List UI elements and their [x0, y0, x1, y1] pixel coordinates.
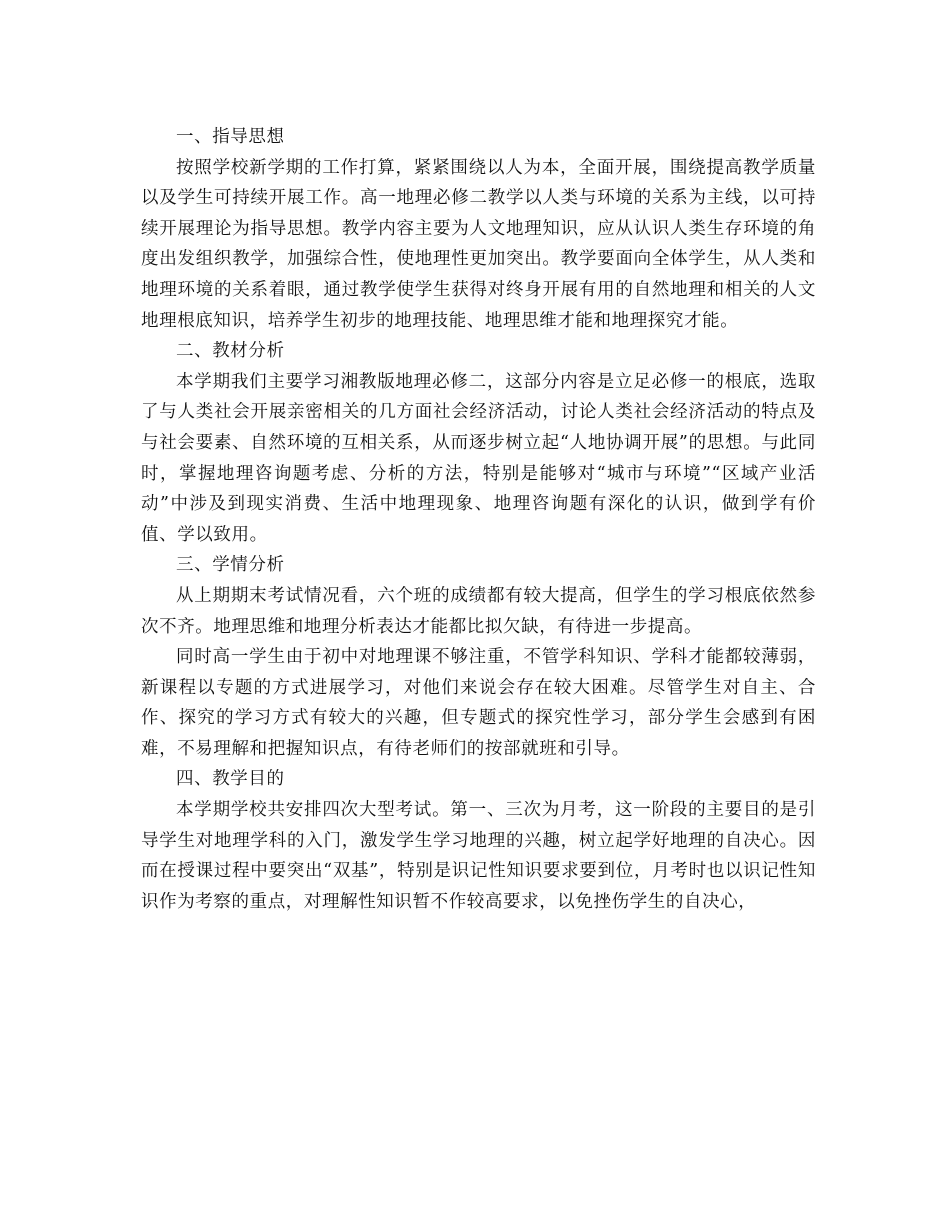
paragraph-teaching-goals: 本学期学校共安排四次大型考试。第一、三次为月考，这一阶段的主要目的是引导学生对地理学科的入门，激发学生学习地理的兴趣，树立起学好地理的自决心。因而在授课过程中要突出“双基”，特别是识记性知识要求要到位，月考时也以识记性知识作为考察的重点，对理解性知识暂不作较高要求，以免挫伤学生的自决心，	[141, 800, 816, 912]
section-heading-guiding-ideology: 一、指导思想	[176, 127, 285, 147]
section-heading-textbook-analysis: 二、教材分析	[176, 341, 285, 362]
paragraph-student-analysis-1: 从上期期末考试情况看，六个班的成绩都有较大提高，但学生的学习根底依然参次不齐。地理思维和地理分析表达才能都比拟欠缺，有待进一步提高。	[141, 585, 816, 637]
section-heading-teaching-goals: 四、教学目的	[176, 769, 285, 790]
document-body	[141, 122, 816, 917]
section-heading-student-analysis: 三、学情分析	[176, 555, 285, 576]
paragraph-textbook-analysis: 本学期我们主要学习湘教版地理必修二，这部分内容是立足必修一的根底，选取了与人类社会开展亲密相关的几方面社会经济活动，讨论人类社会经济活动的特点及与社会要素、自然环境的互相关系，从而逐步树立起“人地协调开展”的思想。与此同时，掌握地理咨询题考虑、分析的方法，特别是能够对“城市与环境”“区域产业活动”中涉及到现实消费、生活中地理现象、地理咨询题有深化的认识，做到学有价值、学以致用。	[141, 371, 816, 545]
paragraph-student-analysis-2: 同时高一学生由于初中对地理课不够注重，不管学科知识、学科才能都较薄弱，新课程以专题的方式进展学习，对他们来说会存在较大困难。尽管学生对自主、合作、探究的学习方式有较大的兴趣，但专题式的探究性学习，部分学生会感到有困难，不易理解和把握知识点，有待老师们的按部就班和引导。	[141, 647, 816, 759]
paragraph-guiding-ideology: 按照学校新学期的工作打算，紧紧围绕以人为本，全面开展，围绕提高教学质量以及学生可持续开展工作。高一地理必修二教学以人类与环境的关系为主线，以可持续开展理论为指导思想。教学内容主要为人文地理知识，应从认识人类生存环境的角度出发组织教学，加强综合性，使地理性更加突出。教学要面向全体学生，从人类和地理环境的关系着眼，通过教学使学生获得对终身开展有用的自然地理和相关的人文地理根底知识，培养学生初步的地理技能、地理思维才能和地理探究才能。	[141, 157, 816, 331]
